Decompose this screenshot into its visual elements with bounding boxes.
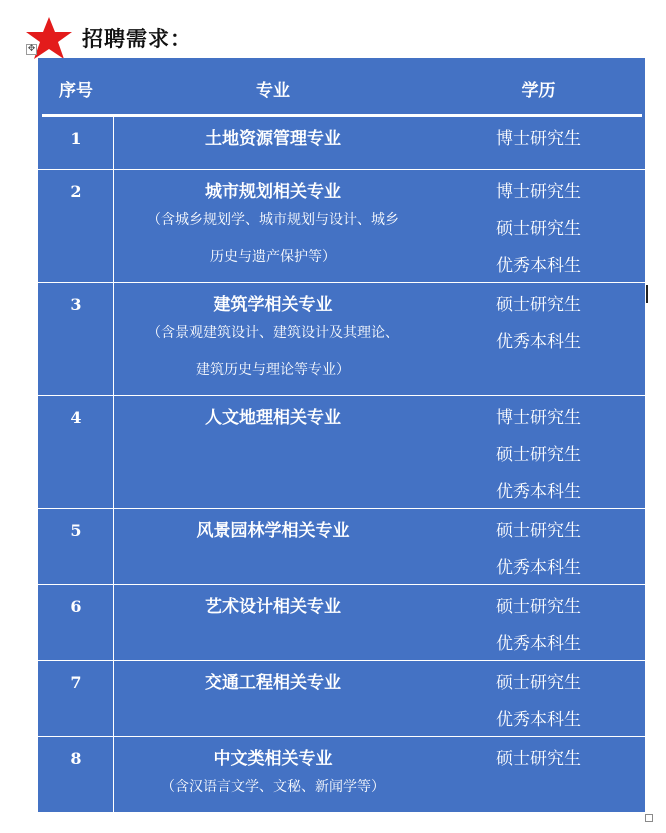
degree-item: 硕士研究生 bbox=[496, 521, 581, 541]
table-row bbox=[38, 170, 645, 283]
degree-item: 硕士研究生 bbox=[496, 673, 581, 693]
degree-cell bbox=[432, 737, 645, 778]
table-row bbox=[38, 585, 645, 661]
degree-item: 硕士研究生 bbox=[496, 597, 581, 617]
major-name: 土地资源管理专业 bbox=[205, 129, 341, 149]
major-cell bbox=[114, 737, 432, 806]
text-cursor bbox=[646, 285, 648, 303]
degree-item: 硕士研究生 bbox=[496, 749, 581, 769]
table-move-handle-icon[interactable]: ✥ bbox=[27, 44, 36, 54]
table-row bbox=[38, 117, 645, 170]
row-number: 3 bbox=[70, 295, 82, 314]
degree-item: 优秀本科生 bbox=[496, 332, 581, 352]
table-row bbox=[38, 661, 645, 737]
header-major: 专业 bbox=[256, 81, 290, 101]
row-number: 5 bbox=[70, 521, 82, 540]
degree-item: 优秀本科生 bbox=[496, 482, 581, 502]
table-row bbox=[38, 737, 645, 813]
header-number: 序号 bbox=[59, 81, 93, 101]
recruitment-heading bbox=[24, 16, 192, 60]
degree-cell bbox=[432, 509, 645, 587]
table-row bbox=[38, 283, 645, 396]
row-number: 1 bbox=[70, 129, 82, 148]
table-body bbox=[38, 117, 645, 813]
major-name: 交通工程相关专业 bbox=[205, 673, 341, 693]
degree-cell bbox=[432, 585, 645, 663]
major-cell bbox=[114, 585, 432, 617]
table-header-row bbox=[38, 58, 645, 114]
major-cell bbox=[114, 170, 432, 276]
major-name: 风景园林学相关专业 bbox=[196, 521, 350, 541]
degree-item: 硕士研究生 bbox=[496, 295, 581, 315]
degree-cell bbox=[432, 170, 645, 285]
degree-item: 博士研究生 bbox=[496, 182, 581, 202]
degree-item: 优秀本科生 bbox=[496, 558, 581, 578]
major-name: 艺术设计相关专业 bbox=[205, 597, 341, 617]
major-note: 历史与遗产保护等） bbox=[210, 249, 336, 265]
major-note: （含汉语言文学、文秘、新闻学等） bbox=[161, 779, 385, 795]
major-cell bbox=[114, 283, 432, 389]
degree-item: 硕士研究生 bbox=[496, 219, 581, 239]
recruitment-table bbox=[38, 58, 645, 812]
major-note: 建筑历史与理论等专业） bbox=[196, 362, 350, 378]
degree-item: 博士研究生 bbox=[496, 408, 581, 428]
table-row bbox=[38, 396, 645, 509]
major-name: 中文类相关专业 bbox=[213, 749, 333, 769]
heading-text: 招聘需求： bbox=[82, 26, 192, 51]
header-degree: 学历 bbox=[521, 81, 556, 101]
table-resize-handle[interactable] bbox=[645, 814, 653, 822]
row-number: 4 bbox=[70, 408, 82, 427]
degree-item: 博士研究生 bbox=[496, 129, 581, 149]
major-note: （含景观建筑设计、建筑设计及其理论、 bbox=[147, 325, 399, 341]
major-note: （含城乡规划学、城市规划与设计、城乡 bbox=[147, 212, 399, 228]
major-cell bbox=[114, 396, 432, 428]
major-cell bbox=[114, 117, 432, 149]
degree-cell bbox=[432, 283, 645, 361]
major-cell bbox=[114, 661, 432, 693]
major-name: 人文地理相关专业 bbox=[205, 408, 341, 428]
major-name: 建筑学相关专业 bbox=[213, 295, 333, 315]
degree-item: 优秀本科生 bbox=[496, 256, 581, 276]
row-number: 2 bbox=[70, 182, 82, 201]
degree-item: 硕士研究生 bbox=[496, 445, 581, 465]
degree-cell bbox=[432, 396, 645, 511]
row-number: 6 bbox=[70, 597, 82, 616]
row-number: 7 bbox=[70, 673, 82, 692]
degree-item: 优秀本科生 bbox=[496, 710, 581, 730]
major-cell bbox=[114, 509, 432, 541]
degree-cell bbox=[432, 117, 645, 158]
table-row bbox=[38, 509, 645, 585]
degree-cell bbox=[432, 661, 645, 739]
major-name: 城市规划相关专业 bbox=[205, 182, 341, 202]
row-number: 8 bbox=[70, 749, 82, 768]
degree-item: 优秀本科生 bbox=[496, 634, 581, 654]
